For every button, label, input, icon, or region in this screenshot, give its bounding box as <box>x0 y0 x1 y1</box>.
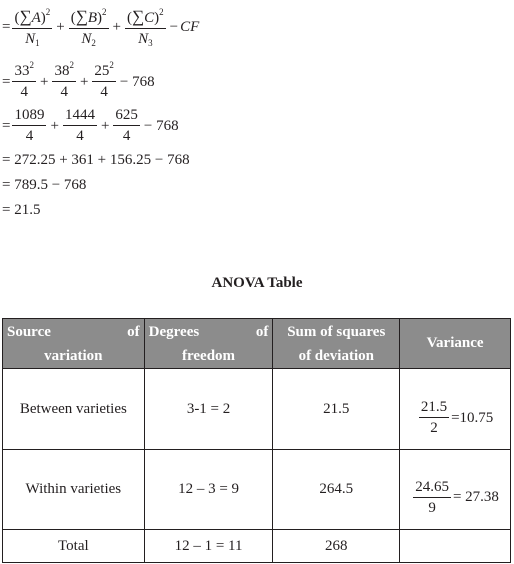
fraction-c: $\frac{(\sum C)^2}{N_3}$ <box>127 7 164 48</box>
fraction-b: $\frac{(\sum B)^2}{N_2}$ <box>70 7 107 48</box>
header-variance: Variance <box>400 319 511 369</box>
cell-source: Within varieties <box>3 450 145 530</box>
cell-variance: $\frac{21.5}{2}$ =10.75 <box>400 369 511 450</box>
formula-step-values: = $\frac{1089}{4}$ + $\frac{1444}{4}$ + $\frac{625}{4}$ − 768 <box>2 107 179 144</box>
formula-general: = $\frac{(\sum A)^2}{N_1}$ + $\frac{(\sum B)^2}{N_2}$ + $\frac{(\sum C)^2}{N_3}$ − CF <box>2 7 200 48</box>
header-degrees-of-freedom: Degrees of freedom <box>144 319 273 369</box>
formula-result: = 21.5 <box>2 202 41 218</box>
cell-df: 12 – 3 = 9 <box>144 450 273 530</box>
header-source: Source of variation <box>3 319 145 369</box>
cell-source: Between varieties <box>3 369 145 450</box>
anova-table <box>2 318 511 563</box>
cell-df: 12 – 1 = 11 <box>144 530 273 563</box>
cell-variance <box>400 530 511 563</box>
table-row <box>3 530 511 563</box>
cell-variance: $\frac{24.65}{9}$ = 27.38 <box>400 450 511 530</box>
cell-df: 3-1 = 2 <box>144 369 273 450</box>
formula-step-sum: = 272.25 + 361 + 156.25 − 768 <box>2 152 190 168</box>
formula-step-diff: = 789.5 − 768 <box>2 177 87 193</box>
table-title: ANOVA Table <box>211 275 303 291</box>
cell-ss: 264.5 <box>273 450 400 530</box>
equals-sign: = <box>2 19 11 35</box>
cell-ss: 21.5 <box>273 369 400 450</box>
sigma-symbol: ∑ <box>19 7 32 26</box>
table-row <box>3 450 511 530</box>
header-sum-of-squares: Sum of squares of deviation <box>273 319 400 369</box>
fraction-a: $\frac{(\sum A)^2}{N_1}$ <box>14 7 51 48</box>
formula-step-squares: = $\frac{33^2}{4}$ + $\frac{38^2}{4}$ + $\frac{25^2}{4}$ − 768 <box>2 60 155 100</box>
table-header-row <box>3 319 511 369</box>
cell-ss: 268 <box>273 530 400 563</box>
correction-factor: CF <box>180 19 200 35</box>
cell-source: Total <box>3 530 145 563</box>
table-row <box>3 369 511 450</box>
